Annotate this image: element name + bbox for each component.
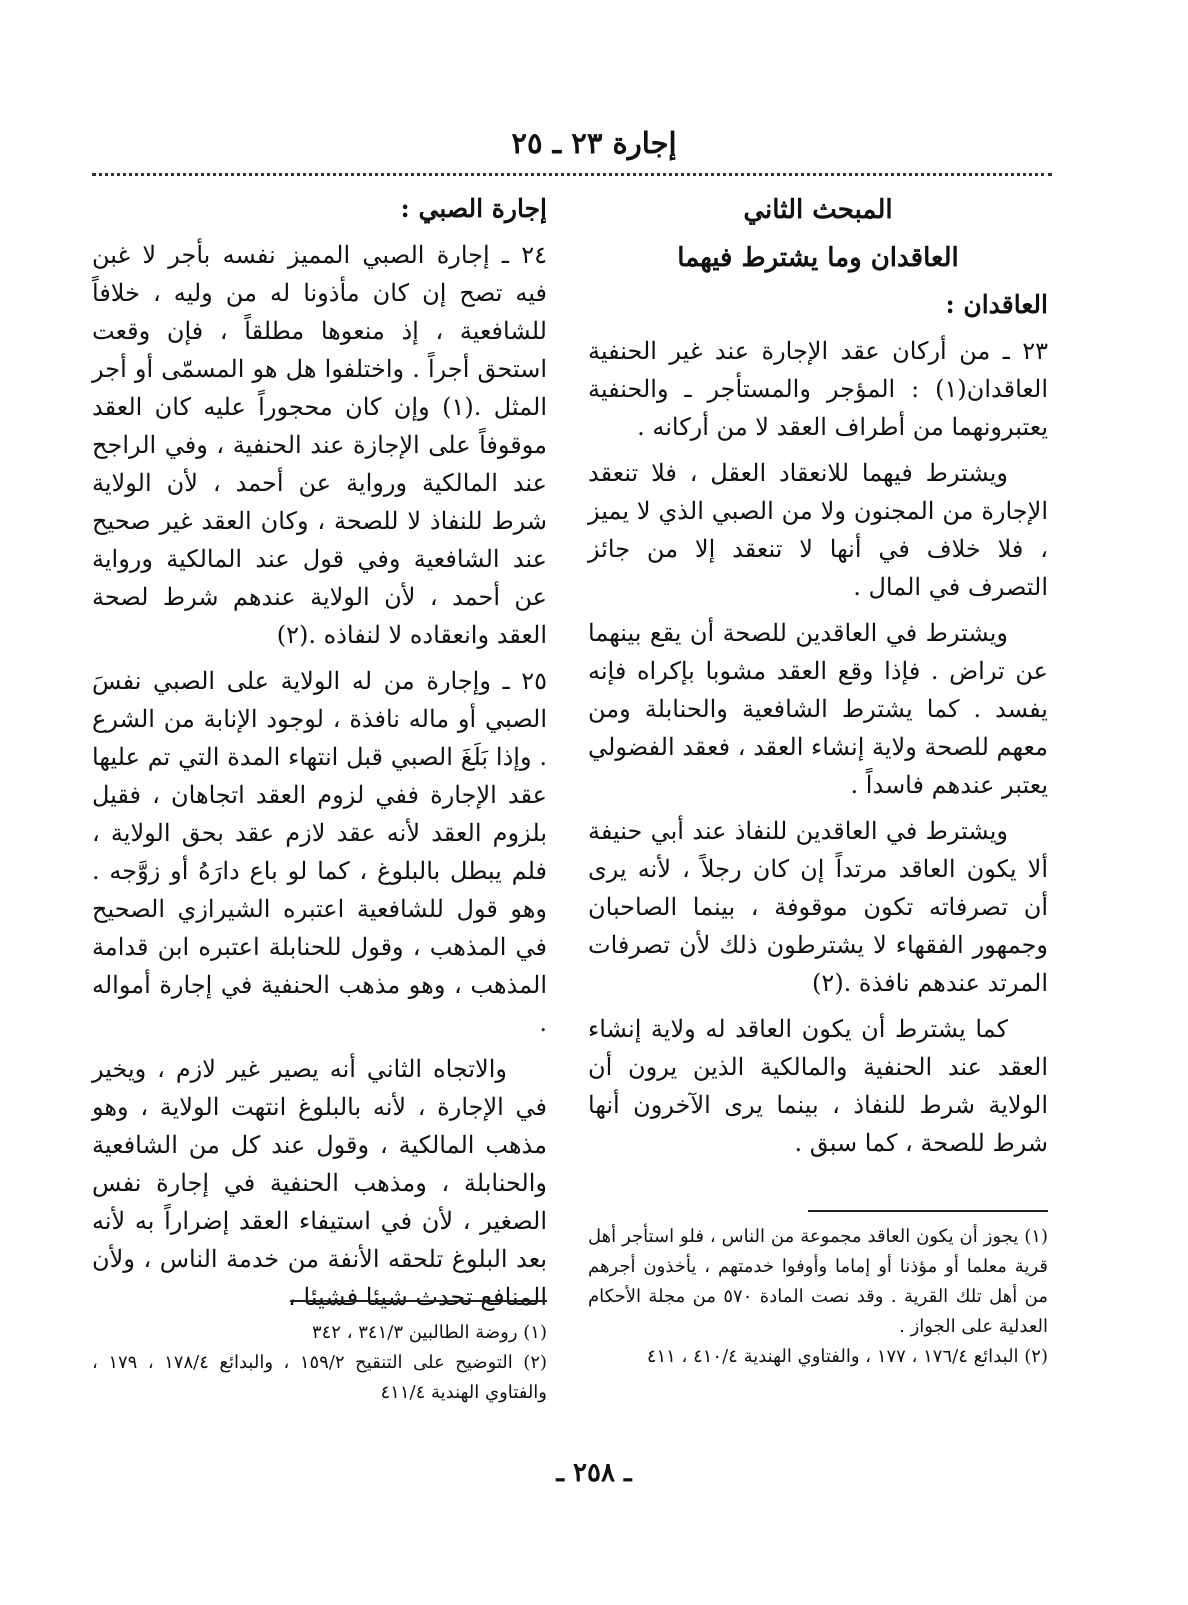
paragraph: كما يشترط أن يكون العاقد له ولاية إنشاء العقد عند الحنفية والمالكية الذين يرون أن الولاية شرط للنفاذ ، بينما يرى الآخرون أنها شرط للصحة ، كما سبق . [588, 1015, 1048, 1157]
footnote: (٢) البدائع ١٧٦/٤ ، ١٧٧ ، والفتاوي الهندية ٤١٠/٤ ، ٤١١ [646, 1346, 1048, 1367]
footnote-separator [808, 1210, 1048, 1212]
footnote: (٢) التوضيح على التنقيح ١٥٩/٢ ، والبدائع ١٧٨/٤ ، ١٧٩ ، والفتاوي الهندية ٤١١/٤ [92, 1352, 548, 1403]
left-column [92, 190, 547, 1324]
subheading-child-lease: إجارة الصبي : [400, 194, 547, 223]
footnote: (١) يجوز أن يكون العاقد مجموعة من الناس ، فلو استأجر أهل قرية معلما أو مؤذنا أو إماما وأوفوا خدمتهم ، يأخذون أجرهم من أهل تلك القرية . وقد نصت المادة ٥٧٠ من مجلة الأحكام العدلية على الجواز . [588, 1226, 1048, 1337]
right-footnotes [588, 1222, 1048, 1372]
header-dotted-rule [92, 173, 1052, 176]
paragraph-25: ٢٥ ـ وإجارة من له الولاية على الصبي نفسَ الصبي أو ماله نافذة ، لوجود الإنابة من الشرع . وإذا بَلَغَ الصبي قبل انتهاء المدة التي تم عليها عقد الإجارة ففي لزوم العقد اتجاهان ، فقيل بلزوم العقد لأنه عقد لازم عقد بحق الولاية ، فلم يبطل بالبلوغ ، كما لو باع دارَهُ أو زوَّجه . وهو قول للشافعية اعتبره الشيرازي الصحيح في المذهب ، وقول للحنابلة اعتبره ابن قدامة المذهب ، وهو مذهب الحنفية في إجارة أمواله . [92, 667, 547, 1037]
running-header: إجارة ٢٣ ـ ٢٥ [511, 126, 677, 160]
paragraph: ويشترط فيهما للانعقاد العقل ، فلا تنعقد الإجارة من المجنون ولا من الصبي الذي لا يميز ، فلا خلاف في أنها لا تنعقد إلا من جائز التصرف في المال . [588, 459, 1048, 601]
paragraph: ويشترط في العاقدين للنفاذ عند أبي حنيفة ألا يكون العاقد مرتداً إن كان رجلاً ، لأنه يرى أن تصرفاته تكون موقوفة ، بينما الصاحبان وجمهور الفقهاء لا يشترطون ذلك لأن تصرفات المرتد عندهم نافذة .(٢) [588, 817, 1048, 997]
footnote: (١) روضة الطالبين ٣٤١/٣ ، ٣٤٢ [311, 1322, 547, 1343]
right-column [588, 190, 1048, 1170]
page-number: ـ ٢٥٨ ـ [556, 1458, 632, 1488]
section-subtitle: العاقدان وما يشترط فيهما [677, 243, 959, 273]
paragraph-23: ٢٣ ـ من أركان عقد الإجارة عند غير الحنفية العاقدان(١) : المؤجر والمستأجر ـ والحنفية يعتبرونهما من أطراف العقد لا من أركانه . [588, 337, 1048, 441]
paragraph: والاتجاه الثاني أنه يصير غير لازم ، ويخير في الإجارة ، لأنه بالبلوغ انتهت الولاية ، وهو مذهب المالكية ، وقول عند كل من الشافعية والحنابلة ، ومذهب الحنفية في إجارة نفس الصغير ، لأن في استيفاء العقد إضراراً به لأنه بعد البلوغ تلحقه الأنفة من خدمة الناس ، ولأن المنافع تحدث شيئا فشيئا ، [92, 1055, 547, 1311]
paragraph-24: ٢٤ ـ إجارة الصبي المميز نفسه بأجر لا غبن فيه تصح إن كان مأذونا له من وليه ، خلافاً للشافعية ، إذ منعوها مطلقاً ، فإن وقعت استحق أجراً . واختلفوا هل هو المسمّى أو أجر المثل .(١) وإن كان محجوراً عليه كان العقد موقوفاً على الإجازة عند الحنفية ، وفي الراجح عند المالكية ورواية عن أحمد ، لأن الولاية شرط للنفاذ لا للصحة ، وكان العقد غير صحيح عند الشافعية وفي قول عند المالكية ورواية عن أحمد ، لأن الولاية عندهم شرط لصحة العقد وانعقاده لا لنفاذه .(٢) [92, 241, 547, 649]
subheading-aqidan: العاقدان : [945, 290, 1048, 319]
section-title: المبحث الثاني [743, 195, 893, 225]
footnote-separator [290, 1300, 547, 1302]
paragraph: ويشترط في العاقدين للصحة أن يقع بينهما عن تراض . فإذا وقع العقد مشوبا بإكراه فإنه يفسد . كما يشترط الشافعية والحنابلة ومن معهم للصحة ولاية إنشاء العقد ، فعقد الفضولي يعتبر عندهم فاسداً . [588, 619, 1048, 799]
left-footnotes [92, 1318, 547, 1408]
